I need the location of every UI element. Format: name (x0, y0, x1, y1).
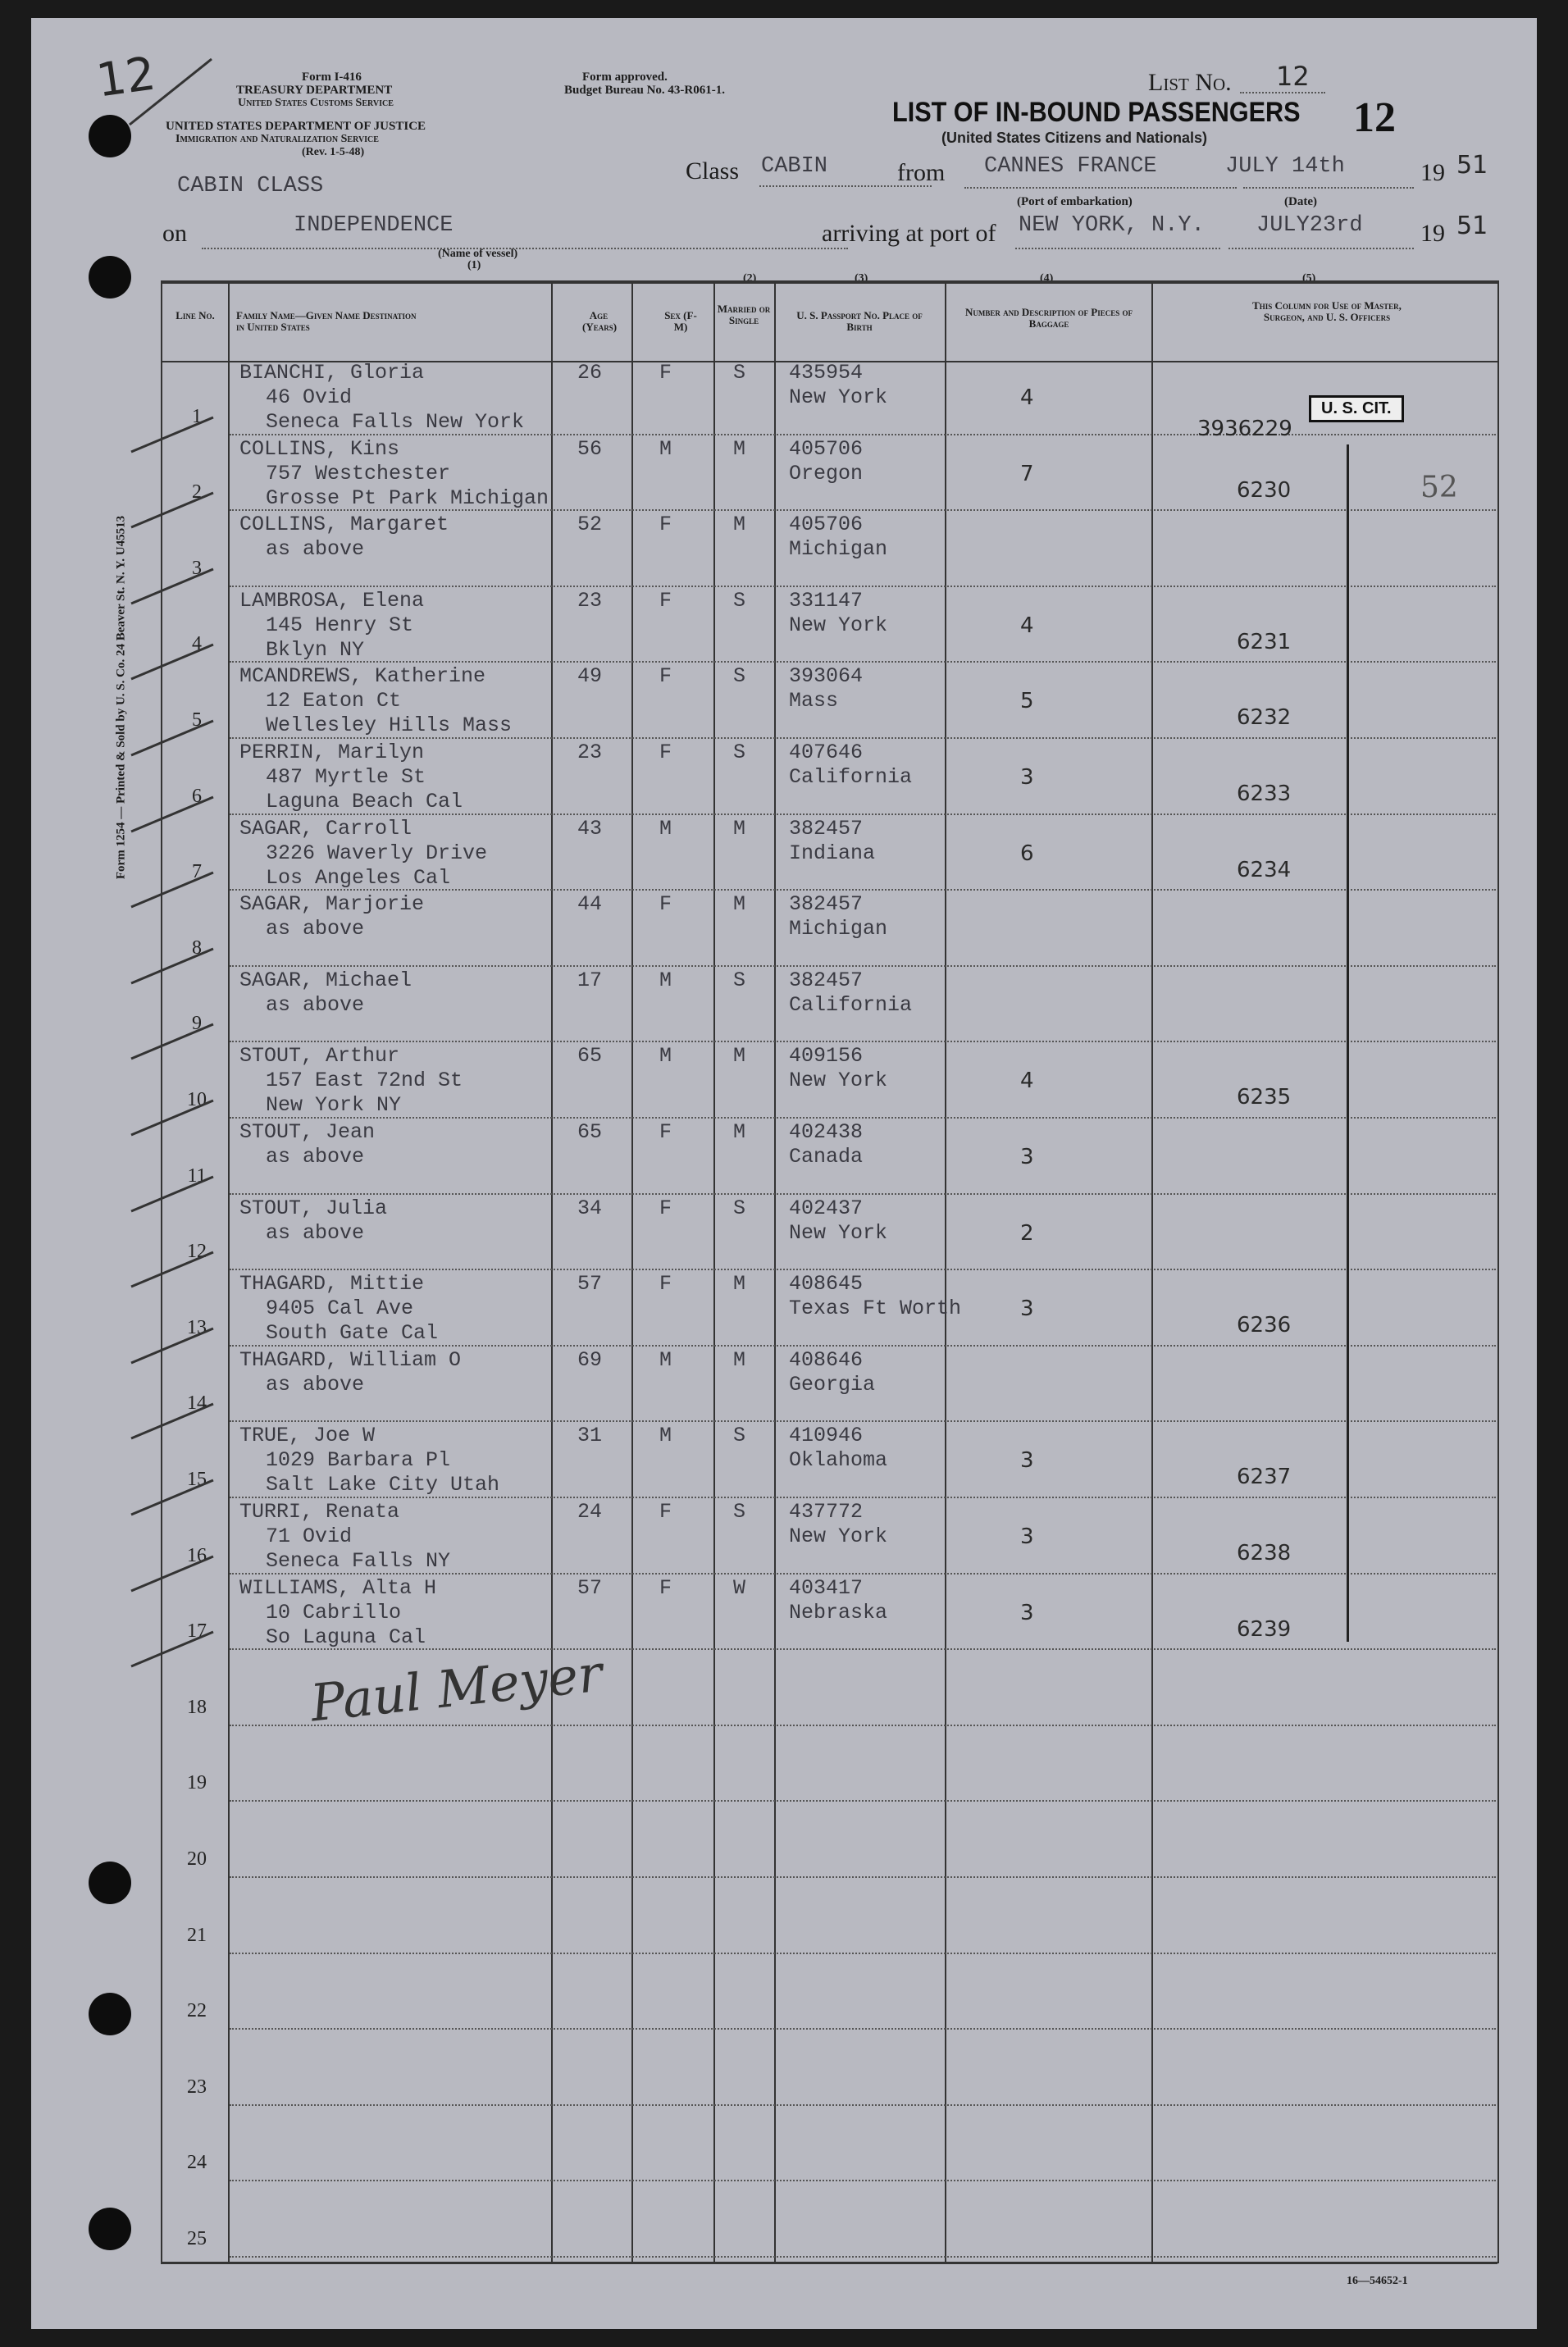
row-rule (230, 2028, 1496, 2030)
sex: M (659, 1424, 672, 1448)
passport-number: 410946 (789, 1424, 864, 1448)
vessel-caption: (Name of vessel) (438, 248, 518, 260)
line-number: 5 (192, 709, 202, 731)
row-rule (230, 2256, 1496, 2258)
check-mark (123, 1474, 221, 1523)
destination-line-2: So Laguna Cal (266, 1625, 426, 1649)
marital-status: S (733, 1196, 746, 1220)
passenger-name: SAGAR, Michael (239, 968, 413, 992)
marital-status: M (733, 513, 746, 537)
class-value: CABIN (761, 154, 828, 179)
destination-line-1: 1029 Barbara Pl (266, 1448, 451, 1473)
destination-line-1: 46 Ovid (266, 385, 353, 409)
officer-bracket (1347, 444, 1349, 1642)
destination-line-2: Laguna Beach Cal (266, 790, 463, 813)
age: 52 (577, 513, 603, 537)
arrival-port: NEW YORK, N.Y. (1019, 213, 1205, 238)
embark-line (964, 187, 1237, 189)
table-top-line (161, 280, 1497, 284)
margin-count: 52 (1420, 471, 1458, 504)
marital-status: S (733, 1500, 746, 1524)
place-of-birth: Texas Ft Worth (789, 1297, 962, 1321)
place-of-birth: New York (789, 1524, 888, 1548)
passport-number: 407646 (789, 741, 864, 764)
passenger-name: TRUE, Joe W (239, 1424, 376, 1448)
place-of-birth: New York (789, 613, 888, 637)
header-line-no: Line No. (175, 309, 215, 321)
sex: F (659, 664, 672, 689)
check-mark (123, 1170, 221, 1219)
destination-line-1: 757 Westchester (266, 461, 451, 485)
passenger-name: WILLIAMS, Alta H (239, 1575, 437, 1600)
year-suffix-2: 51 (1456, 212, 1488, 240)
row-rule (230, 965, 1496, 967)
list-no-line (1240, 92, 1325, 93)
passenger-name: STOUT, Jean (239, 1120, 376, 1144)
arriving-label: arriving at port of (822, 220, 996, 247)
destination-line-1: 487 Myrtle St (266, 765, 426, 789)
destination-line-2: South Gate Cal (266, 1321, 439, 1346)
line-number: 25 (187, 2228, 207, 2249)
row-rule (230, 1117, 1496, 1119)
passenger-name: COLLINS, Margaret (239, 513, 449, 537)
line-number: 3 (192, 557, 202, 579)
list-no-stamp: 12 (1353, 94, 1396, 141)
officer-number: 6239 (1237, 1616, 1292, 1642)
age: 44 (577, 892, 603, 917)
passenger-name: PERRIN, Marilyn (239, 741, 425, 764)
col-divider (1497, 280, 1499, 2263)
header-baggage: Number and Description of Pieces of Baggage (965, 306, 1133, 330)
certificate-number: 3936229 (1197, 417, 1292, 441)
embark-date: JULY 14th (1225, 154, 1345, 179)
marital-status: M (733, 436, 746, 461)
line-number: 7 (192, 861, 202, 883)
place-of-birth: California (789, 992, 913, 1017)
officer-number: 6233 (1237, 782, 1292, 806)
destination-line-2: Seneca Falls NY (266, 1549, 451, 1573)
date-caption: (Date) (1284, 195, 1317, 208)
col-divider (1151, 280, 1153, 2263)
year-prefix-1: 19 (1420, 159, 1445, 186)
line-number: 18 (187, 1696, 207, 1718)
passenger-name: LAMBROSA, Elena (239, 588, 425, 613)
place-of-birth: Michigan (789, 537, 888, 562)
baggage-count: 3 (1020, 1600, 1034, 1625)
baggage-count: 3 (1020, 1448, 1034, 1474)
age: 17 (577, 968, 603, 992)
sex: F (659, 361, 672, 385)
passenger-name: SAGAR, Marjorie (239, 892, 425, 917)
sex: M (659, 816, 672, 841)
header-age: Age (Years) (582, 309, 618, 333)
side-print: Form 1254 — Printed & Sold by U. S. Co. 24 Beaver St. N. Y. U45513 (114, 515, 128, 880)
sex: M (659, 1347, 672, 1372)
age: 69 (577, 1347, 603, 1372)
row-rule (230, 2104, 1496, 2106)
list-no-value: 12 (1276, 61, 1310, 92)
row-rule (230, 2180, 1496, 2181)
place-of-birth: Indiana (789, 841, 876, 865)
baggage-count: 3 (1020, 1297, 1034, 1322)
punch-hole (89, 2208, 131, 2250)
col-num-2: (2) (743, 272, 757, 285)
destination-line-1: as above (266, 1372, 365, 1397)
row-rule (230, 1725, 1496, 1726)
sex: F (659, 741, 672, 764)
line-number: 13 (187, 1316, 207, 1338)
col-divider (713, 280, 715, 2263)
check-mark (123, 563, 221, 612)
vessel-name: INDEPENDENCE (294, 213, 454, 238)
citizen-stamp: U. S. CIT. (1309, 395, 1404, 422)
row-rule (230, 1193, 1496, 1195)
destination-line-1: 12 Eaton Ct (266, 689, 402, 713)
sex: F (659, 513, 672, 537)
footer-code: 16—54652-1 (1347, 2275, 1408, 2287)
officer-number: 6230 (1237, 477, 1292, 503)
sex: F (659, 892, 672, 917)
check-mark (123, 1246, 221, 1295)
passport-number: 382457 (789, 968, 864, 992)
passport-number: 402438 (789, 1120, 864, 1144)
baggage-count: 5 (1020, 689, 1034, 714)
age: 23 (577, 588, 603, 613)
check-mark (123, 1018, 221, 1067)
destination-line-1: 71 Ovid (266, 1524, 353, 1548)
punch-hole (89, 256, 131, 299)
passport-number: 405706 (789, 513, 864, 537)
marital-status: M (733, 1044, 746, 1069)
col-num-4: (4) (1040, 272, 1054, 285)
place-of-birth: Oklahoma (789, 1448, 888, 1473)
line-number: 17 (187, 1620, 207, 1643)
line-number: 10 (187, 1089, 207, 1110)
row-rule (230, 1269, 1496, 1270)
age: 43 (577, 816, 603, 841)
margin-mark: 12 (93, 47, 159, 108)
passport-number: 382457 (789, 816, 864, 841)
line-number: 11 (187, 1164, 207, 1187)
check-mark (123, 866, 221, 915)
header-sex: Sex (F-M) (664, 309, 697, 333)
line-number: 2 (192, 481, 202, 504)
marital-status: S (733, 968, 746, 992)
line-number: 9 (192, 1013, 202, 1035)
age: 57 (577, 1272, 603, 1297)
marital-status: S (733, 588, 746, 613)
form-number: Form I-416 (302, 71, 362, 84)
embark-caption: (Port of embarkation) (1017, 195, 1133, 208)
row-rule (230, 1420, 1496, 1422)
list-subtitle: (United States Citizens and Nationals) (941, 130, 1208, 146)
baggage-count: 4 (1020, 385, 1034, 410)
col-num-5: (5) (1302, 272, 1316, 285)
destination-line-1: 10 Cabrillo (266, 1600, 402, 1625)
passport-number: 382457 (789, 892, 864, 917)
destination-line-2: New York NY (266, 1093, 402, 1118)
vessel-col-num: (1) (467, 259, 481, 271)
header-passport: U. S. Passport No. Place of Birth (796, 309, 923, 333)
date-line (1243, 187, 1414, 189)
destination-line-1: as above (266, 992, 365, 1017)
passport-number: 393064 (789, 664, 864, 689)
revision: (Rev. 1-5-48) (302, 146, 365, 158)
col-divider (774, 280, 776, 2263)
line-number: 14 (187, 1392, 207, 1415)
line-number: 12 (187, 1241, 207, 1263)
punch-hole (89, 1862, 131, 1904)
passport-number: 403417 (789, 1575, 864, 1600)
destination-line-2: Bklyn NY (266, 637, 365, 662)
arrival-port-line (1015, 248, 1220, 249)
destination-line-2: Wellesley Hills Mass (266, 713, 513, 738)
budget-bureau: Budget Bureau No. 43-R061-1. (564, 84, 725, 97)
col-divider (631, 280, 633, 2263)
passenger-name: COLLINS, Kins (239, 436, 400, 461)
line-number: 8 (192, 937, 202, 959)
place-of-birth: New York (789, 1069, 888, 1093)
baggage-count: 4 (1020, 1069, 1034, 1094)
baggage-count: 3 (1020, 1524, 1034, 1549)
check-mark (123, 942, 221, 991)
marital-status: S (733, 741, 746, 764)
marital-status: M (733, 1272, 746, 1297)
line-number: 6 (192, 785, 202, 807)
passenger-name: BIANCHI, Gloria (239, 361, 425, 385)
customs-service: United States Customs Service (238, 97, 394, 109)
check-mark (123, 791, 221, 840)
manifest-page (31, 18, 1537, 2329)
check-mark (123, 1397, 221, 1447)
place-of-birth: Michigan (789, 917, 888, 941)
passenger-name: THAGARD, William O (239, 1347, 462, 1372)
marital-status: M (733, 1120, 746, 1144)
age: 65 (577, 1120, 603, 1144)
officer-number: 6236 (1237, 1313, 1292, 1338)
passenger-name: THAGARD, Mittie (239, 1272, 425, 1297)
sex: F (659, 1196, 672, 1220)
passport-number: 408645 (789, 1272, 864, 1297)
line-number: 22 (187, 2000, 207, 2022)
marital-status: S (733, 361, 746, 385)
justice-dept: UNITED STATES DEPARTMENT OF JUSTICE (166, 120, 426, 133)
check-mark (123, 1322, 221, 1371)
officer-number: 6235 (1237, 1085, 1292, 1110)
line-number: 23 (187, 2076, 207, 2098)
destination-line-1: 3226 Waverly Drive (266, 841, 488, 865)
line-number: 21 (187, 1924, 207, 1946)
passport-number: 402437 (789, 1196, 864, 1220)
form-approved: Form approved. (582, 71, 668, 84)
destination-line-1: 9405 Cal Ave (266, 1297, 414, 1321)
class-label: Class (686, 157, 740, 185)
arrival-date-line (1228, 248, 1414, 249)
destination-line-2: Grosse Pt Park Michigan (266, 485, 549, 510)
place-of-birth: Oregon (789, 461, 864, 485)
sex: F (659, 588, 672, 613)
header-name: Family Name—Given Name Destination in United States (236, 309, 417, 333)
destination-line-2: Seneca Falls New York (266, 410, 525, 434)
destination-line-1: as above (266, 1220, 365, 1245)
row-rule (230, 661, 1496, 663)
from-label: from (897, 159, 946, 186)
year-suffix-1: 51 (1456, 151, 1488, 180)
destination-line-2: Salt Lake City Utah (266, 1473, 500, 1497)
marital-status: W (733, 1575, 746, 1600)
check-mark (123, 714, 221, 763)
passport-number: 331147 (789, 588, 864, 613)
age: 49 (577, 664, 603, 689)
passenger-name: MCANDREWS, Katherine (239, 664, 486, 689)
age: 23 (577, 741, 603, 764)
year-prefix-2: 19 (1420, 220, 1445, 247)
baggage-count: 3 (1020, 1145, 1034, 1169)
passenger-name: SAGAR, Carroll (239, 816, 413, 841)
age: 34 (577, 1196, 603, 1220)
baggage-count: 4 (1020, 613, 1034, 638)
destination-line-1: 145 Henry St (266, 613, 414, 637)
line-number: 16 (187, 1544, 207, 1566)
passenger-name: STOUT, Arthur (239, 1044, 400, 1069)
sex: F (659, 1500, 672, 1524)
passenger-name: STOUT, Julia (239, 1196, 388, 1220)
vessel-line (202, 248, 848, 249)
sex: F (659, 1272, 672, 1297)
destination-line-1: as above (266, 1145, 365, 1169)
passport-number: 409156 (789, 1044, 864, 1069)
row-rule (230, 1800, 1496, 1802)
col-divider (945, 280, 946, 2263)
age: 56 (577, 436, 603, 461)
passport-number: 435954 (789, 361, 864, 385)
line-number: 4 (192, 633, 202, 655)
check-mark (123, 1094, 221, 1143)
marital-status: M (733, 816, 746, 841)
marital-status: S (733, 1424, 746, 1448)
on-label: on (162, 220, 187, 247)
punch-hole (89, 1993, 131, 2035)
row-rule (230, 1953, 1496, 1954)
header-married: Married or Single (717, 303, 771, 326)
place-of-birth: New York (789, 385, 888, 409)
sex: M (659, 968, 672, 992)
baggage-count: 7 (1020, 461, 1034, 486)
place-of-birth: Nebraska (789, 1600, 888, 1625)
check-mark (123, 411, 221, 460)
row-rule (230, 586, 1496, 587)
line-number: 1 (192, 405, 202, 427)
place-of-birth: Mass (789, 689, 839, 713)
place-of-birth: Georgia (789, 1372, 876, 1397)
treasury-dept: TREASURY DEPARTMENT (236, 84, 393, 97)
officer-signature: Paul Meyer (308, 1643, 605, 1734)
sex: F (659, 1575, 672, 1600)
sex: F (659, 1120, 672, 1144)
arrival-date: JULY23rd (1256, 213, 1363, 238)
place-of-birth: New York (789, 1220, 888, 1245)
port-embark: CANNES FRANCE (984, 154, 1157, 179)
table-bottom-line (161, 2262, 1497, 2264)
place-of-birth: California (789, 765, 913, 789)
list-no-label: List No. (1148, 69, 1232, 96)
marital-status: M (733, 1347, 746, 1372)
col-num-3: (3) (855, 272, 868, 285)
baggage-count: 2 (1020, 1220, 1034, 1246)
list-title: LIST OF IN-BOUND PASSENGERS (892, 97, 1301, 128)
officer-number: 6232 (1237, 705, 1292, 731)
check-mark (123, 1625, 221, 1675)
col-divider (228, 280, 230, 2263)
baggage-count: 6 (1020, 841, 1034, 866)
destination-line-2: Los Angeles Cal (266, 865, 451, 890)
row-rule (230, 1041, 1496, 1042)
destination-line-1: as above (266, 917, 365, 941)
line-number: 19 (187, 1772, 207, 1794)
age: 31 (577, 1424, 603, 1448)
marital-status: M (733, 892, 746, 917)
officer-number: 6234 (1237, 857, 1292, 882)
place-of-birth: Canada (789, 1145, 864, 1169)
age: 57 (577, 1575, 603, 1600)
line-number: 24 (187, 2152, 207, 2174)
sex: M (659, 436, 672, 461)
marital-status: S (733, 664, 746, 689)
age: 24 (577, 1500, 603, 1524)
destination-line-1: 157 East 72nd St (266, 1069, 463, 1093)
row-rule (230, 1876, 1496, 1878)
col-divider (551, 280, 553, 2263)
age: 65 (577, 1044, 603, 1069)
officer-number: 6238 (1237, 1541, 1292, 1565)
check-mark (123, 486, 221, 535)
check-mark (123, 638, 221, 687)
line-number: 20 (187, 1848, 207, 1870)
cabin-class: CABIN CLASS (177, 174, 324, 198)
passenger-name: TURRI, Renata (239, 1500, 400, 1524)
officer-number: 6237 (1237, 1465, 1292, 1490)
baggage-count: 3 (1020, 765, 1034, 790)
passport-number: 408646 (789, 1347, 864, 1372)
header-officers: This Column for Use of Master, Surgeon, and U. S. Officers (1252, 299, 1402, 323)
sex: M (659, 1044, 672, 1069)
officer-number: 6231 (1237, 629, 1292, 654)
line-number: 15 (187, 1469, 207, 1490)
passport-number: 405706 (789, 436, 864, 461)
immigration-service: Immigration and Naturalization Service (175, 133, 379, 145)
age: 26 (577, 361, 603, 385)
destination-line-1: as above (266, 537, 365, 562)
passport-number: 437772 (789, 1500, 864, 1524)
check-mark (123, 1550, 221, 1599)
